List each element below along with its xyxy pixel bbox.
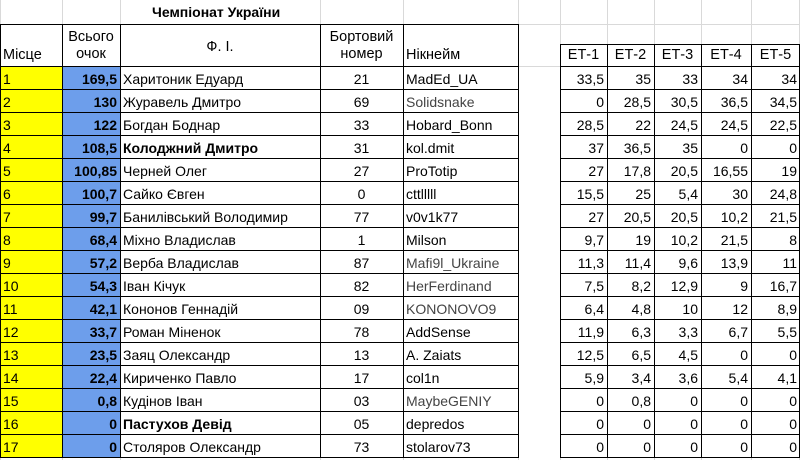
cell-board[interactable]: 33 xyxy=(353,116,370,133)
cell-stage-5[interactable]: 8,9 xyxy=(777,300,797,317)
cell-stage-5[interactable]: 34,5 xyxy=(769,93,797,110)
cell-stage-4[interactable]: 30 xyxy=(732,185,748,202)
cell-stage-5[interactable]: 0 xyxy=(789,438,797,455)
cell-stage-4[interactable]: 0 xyxy=(740,438,748,455)
cell-stage-2[interactable]: 8,2 xyxy=(631,277,651,294)
table-border xyxy=(751,44,752,458)
cell-stage-5[interactable]: 11 xyxy=(782,254,797,271)
cell-stage-4[interactable]: 9 xyxy=(740,277,748,294)
cell-place[interactable]: 8 xyxy=(0,228,62,251)
cell-place[interactable]: 7 xyxy=(0,205,62,228)
cell-total[interactable]: 0 xyxy=(62,435,120,458)
cell-stage-3[interactable]: 33 xyxy=(682,70,698,87)
cell-total[interactable]: 22,4 xyxy=(62,366,120,389)
cell-nick[interactable]: AddSense xyxy=(406,323,471,340)
cell-total[interactable]: 130 xyxy=(62,90,120,113)
cell-stage-3[interactable]: 10,2 xyxy=(670,231,698,248)
cell-stage-5[interactable]: 0 xyxy=(789,392,797,409)
table-border xyxy=(560,44,561,458)
cell-stage-1[interactable]: 7,5 xyxy=(584,277,604,294)
cell-name[interactable]: Журавель Дмитро xyxy=(123,93,242,110)
cell-stage-5[interactable]: 22,5 xyxy=(769,116,797,133)
cell-stage-1[interactable]: 37 xyxy=(588,139,604,156)
cell-board[interactable]: 87 xyxy=(353,254,370,271)
cell-stage-3[interactable]: 10 xyxy=(682,300,698,317)
table-border xyxy=(403,24,404,458)
cell-stage-3[interactable]: 3,3 xyxy=(678,323,698,340)
cell-stage-2[interactable]: 11,4 xyxy=(624,254,651,271)
table-border xyxy=(0,24,403,25)
cell-stage-4[interactable]: 0 xyxy=(740,139,748,156)
cell-name[interactable]: Харитоник Едуард xyxy=(123,70,244,87)
cell-nick[interactable]: depredos xyxy=(406,415,465,432)
cell-name[interactable]: Сайко Євген xyxy=(123,185,205,202)
cell-nick[interactable]: A. Zaiats xyxy=(406,346,462,363)
cell-board[interactable]: 0 xyxy=(357,185,366,202)
cell-place[interactable]: 14 xyxy=(0,366,62,389)
table-border xyxy=(62,24,63,458)
cell-total[interactable]: 33,7 xyxy=(62,320,120,343)
cell-nick[interactable]: Solidsnake xyxy=(406,93,475,110)
table-border xyxy=(403,24,518,25)
cell-total[interactable]: 57,2 xyxy=(62,251,120,274)
cell-name[interactable]: Колоджний Дмитро xyxy=(123,139,259,156)
cell-stage-1[interactable]: 0 xyxy=(596,93,604,110)
cell-stage-1[interactable]: 27 xyxy=(588,162,604,179)
cell-stage-2[interactable]: 19 xyxy=(635,231,651,248)
cell-name[interactable]: Роман Міненок xyxy=(123,323,221,340)
table-border xyxy=(701,44,702,458)
cell-stage-3[interactable]: 35 xyxy=(682,139,698,156)
cell-stage-5[interactable]: 0 xyxy=(789,415,797,432)
cell-nick[interactable]: v0v1k77 xyxy=(406,208,459,225)
cell-stage-4[interactable]: 0 xyxy=(740,392,748,409)
table-border xyxy=(0,66,518,67)
cell-place[interactable]: 4 xyxy=(0,136,62,159)
cell-stage-2[interactable]: 0 xyxy=(643,438,651,455)
cell-place[interactable]: 13 xyxy=(0,343,62,366)
row-border xyxy=(0,457,518,458)
cell-name[interactable]: Верба Владислав xyxy=(123,254,239,271)
cell-name[interactable]: Міхно Владислав xyxy=(123,231,236,248)
cell-stage-1[interactable]: 28,5 xyxy=(576,116,604,133)
cell-place[interactable]: 16 xyxy=(0,412,62,435)
cell-place[interactable]: 6 xyxy=(0,182,62,205)
cell-stage-5[interactable]: 8 xyxy=(789,231,797,248)
cell-stage-1[interactable]: 33,5 xyxy=(576,70,604,87)
cell-board[interactable]: 1 xyxy=(357,231,366,248)
cell-name[interactable]: Кононов Геннадій xyxy=(123,300,239,317)
cell-board[interactable]: 27 xyxy=(353,162,370,179)
cell-stage-5[interactable]: 16,7 xyxy=(769,277,797,294)
cell-stage-2[interactable]: 35 xyxy=(635,70,651,87)
cell-nick[interactable]: HerFerdinand xyxy=(406,277,492,294)
cell-stage-3[interactable]: 30,5 xyxy=(670,93,698,110)
cell-stage-3[interactable]: 20,5 xyxy=(670,208,698,225)
cell-stage-5[interactable]: 0 xyxy=(789,346,797,363)
cell-name[interactable]: Черней Олег xyxy=(123,162,207,179)
cell-nick[interactable]: KONONOVO9 xyxy=(406,300,497,317)
cell-stage-4[interactable]: 0 xyxy=(740,415,748,432)
cell-name[interactable]: Банилівський Володимир xyxy=(123,208,288,225)
cell-stage-2[interactable]: 0,8 xyxy=(631,392,651,409)
table-border xyxy=(654,44,655,458)
cell-stage-4[interactable]: 12 xyxy=(732,300,748,317)
cell-nick[interactable]: MadEd_UA xyxy=(406,70,478,87)
cell-board[interactable]: 21 xyxy=(353,70,370,87)
header-stage-5[interactable]: ЕТ-5 xyxy=(759,46,792,63)
header-stage-3[interactable]: ЕТ-3 xyxy=(661,46,694,63)
cell-stage-1[interactable]: 11,3 xyxy=(577,254,604,271)
cell-name[interactable]: Кудінов Іван xyxy=(123,392,203,409)
table-border xyxy=(320,24,321,458)
cell-stage-1[interactable]: 11,9 xyxy=(577,323,604,340)
cell-board[interactable]: 69 xyxy=(353,93,370,110)
cell-nick[interactable]: col1n xyxy=(406,369,440,386)
cell-nick[interactable]: ProTotip xyxy=(406,162,458,179)
cell-stage-4[interactable]: 36,5 xyxy=(720,93,748,110)
cell-stage-4[interactable]: 13,9 xyxy=(720,254,748,271)
cell-total[interactable]: 54,3 xyxy=(62,274,120,297)
cell-stage-5[interactable]: 21,5 xyxy=(769,208,797,225)
cell-nick[interactable]: Mafi9l_Ukraine xyxy=(406,254,500,271)
cell-name[interactable]: Богдан Боднар xyxy=(123,116,221,133)
cell-total[interactable]: 108,5 xyxy=(62,136,120,159)
cell-stage-4[interactable]: 24,5 xyxy=(720,116,748,133)
cell-total[interactable]: 99,7 xyxy=(62,205,120,228)
cell-stage-2[interactable]: 22 xyxy=(635,116,651,133)
cell-board[interactable]: 31 xyxy=(353,139,370,156)
cell-stage-5[interactable]: 34 xyxy=(781,70,797,87)
cell-stage-3[interactable]: 9,6 xyxy=(678,254,698,271)
cell-stage-4[interactable]: 0 xyxy=(740,346,748,363)
cell-board[interactable]: 09 xyxy=(353,300,370,317)
cell-stage-2[interactable]: 0 xyxy=(643,415,651,432)
cell-total[interactable]: 42,1 xyxy=(62,297,120,320)
cell-stage-4[interactable]: 21,5 xyxy=(720,231,748,248)
cell-board[interactable]: 78 xyxy=(353,323,370,340)
cell-total[interactable]: 0 xyxy=(62,412,120,435)
header-stage-2[interactable]: ЕТ-2 xyxy=(614,46,647,63)
header-total[interactable]: Всього очок xyxy=(68,29,114,62)
table-border xyxy=(120,24,121,458)
table-border xyxy=(0,24,1,458)
table-border xyxy=(560,44,800,45)
cell-stage-1[interactable]: 27 xyxy=(588,208,604,225)
cell-name[interactable]: Кириченко Павло xyxy=(123,369,237,386)
cell-stage-1[interactable]: 9,7 xyxy=(584,231,604,248)
cell-board[interactable]: 77 xyxy=(353,208,370,225)
cell-stage-5[interactable]: 24,8 xyxy=(769,185,797,202)
cell-stage-4[interactable]: 6,7 xyxy=(728,323,748,340)
cell-stage-2[interactable]: 3,4 xyxy=(631,369,651,386)
cell-stage-3[interactable]: 4,5 xyxy=(678,346,698,363)
cell-board[interactable]: 13 xyxy=(353,346,370,363)
cell-board[interactable]: 73 xyxy=(353,438,370,455)
cell-board[interactable]: 05 xyxy=(353,415,370,432)
table-border xyxy=(560,66,800,67)
cell-total[interactable]: 169,5 xyxy=(62,67,120,90)
header-board[interactable]: Бортовий номер xyxy=(329,29,394,62)
cell-total[interactable]: 23,5 xyxy=(62,343,120,366)
cell-place[interactable]: 2 xyxy=(0,90,62,113)
cell-stage-3[interactable]: 24,5 xyxy=(670,116,698,133)
cell-stage-2[interactable]: 36,5 xyxy=(623,139,651,156)
cell-nick[interactable]: cttlllll xyxy=(406,185,437,202)
cell-total[interactable]: 100,7 xyxy=(62,182,120,205)
cell-stage-2[interactable]: 17,8 xyxy=(623,162,651,179)
cell-stage-1[interactable]: 0 xyxy=(596,415,604,432)
cell-stage-3[interactable]: 0 xyxy=(690,415,698,432)
cell-stage-2[interactable]: 28,5 xyxy=(623,93,651,110)
header-name[interactable]: Ф. І. xyxy=(206,38,234,55)
cell-stage-3[interactable]: 0 xyxy=(690,392,698,409)
cell-stage-5[interactable]: 19 xyxy=(781,162,797,179)
cell-name[interactable]: Пастухов Девід xyxy=(123,415,232,432)
cell-stage-1[interactable]: 5,9 xyxy=(584,369,604,386)
cell-stage-3[interactable]: 20,5 xyxy=(670,162,698,179)
cell-place[interactable]: 10 xyxy=(0,274,62,297)
cell-stage-2[interactable]: 25 xyxy=(635,185,651,202)
cell-name[interactable]: Іван Кічук xyxy=(123,277,186,294)
header-stage-4[interactable]: ЕТ-4 xyxy=(710,46,742,63)
cell-stage-4[interactable]: 5,4 xyxy=(728,369,748,386)
row-border xyxy=(560,457,800,458)
cell-place[interactable]: 5 xyxy=(0,159,62,182)
cell-stage-1[interactable]: 6,4 xyxy=(584,300,604,317)
cell-nick[interactable]: kol.dmit xyxy=(406,139,455,156)
cell-total[interactable]: 122 xyxy=(62,113,120,136)
cell-stage-1[interactable]: 12,5 xyxy=(576,346,604,363)
cell-nick[interactable]: stolarov73 xyxy=(406,438,471,455)
cell-stage-5[interactable]: 5,5 xyxy=(777,323,797,340)
cell-total[interactable]: 100,85 xyxy=(62,159,120,182)
cell-stage-1[interactable]: 15,5 xyxy=(576,185,604,202)
cell-stage-1[interactable]: 0 xyxy=(596,392,604,409)
cell-place[interactable]: 3 xyxy=(0,113,62,136)
header-place[interactable]: Місце xyxy=(3,46,42,63)
header-nick[interactable]: Нікнейм xyxy=(406,46,461,63)
cell-place[interactable]: 12 xyxy=(0,320,62,343)
cell-stage-3[interactable]: 12,9 xyxy=(670,277,698,294)
cell-place[interactable]: 1 xyxy=(0,67,62,90)
cell-stage-2[interactable]: 6,3 xyxy=(631,323,651,340)
cell-board[interactable]: 82 xyxy=(353,277,370,294)
cell-name[interactable]: Заяц Олександр xyxy=(123,346,231,363)
cell-nick[interactable]: Milson xyxy=(406,231,447,248)
cell-stage-3[interactable]: 5,4 xyxy=(678,185,698,202)
cell-total[interactable]: 0,8 xyxy=(62,389,120,412)
cell-nick[interactable]: MaybeGENIY xyxy=(406,392,492,409)
cell-stage-4[interactable]: 16,55 xyxy=(712,162,748,179)
cell-stage-3[interactable]: 3,6 xyxy=(678,369,698,386)
cell-stage-4[interactable]: 10,2 xyxy=(720,208,748,225)
cell-place[interactable]: 11 xyxy=(0,297,62,320)
header-stage-1[interactable]: ЕТ-1 xyxy=(567,46,600,63)
table-border xyxy=(518,24,519,458)
cell-stage-2[interactable]: 20,5 xyxy=(623,208,651,225)
cell-place[interactable]: 17 xyxy=(0,435,62,458)
cell-stage-1[interactable]: 0 xyxy=(596,438,604,455)
cell-stage-5[interactable]: 4,1 xyxy=(777,369,797,386)
cell-stage-3[interactable]: 0 xyxy=(690,438,698,455)
cell-total[interactable]: 68,4 xyxy=(62,228,120,251)
cell-board[interactable]: 03 xyxy=(353,392,370,409)
cell-stage-5[interactable]: 0 xyxy=(789,139,797,156)
cell-stage-2[interactable]: 6,5 xyxy=(631,346,651,363)
cell-nick[interactable]: Hobard_Bonn xyxy=(406,116,493,133)
cell-place[interactable]: 15 xyxy=(0,389,62,412)
cell-name[interactable]: Столяров Олександр xyxy=(123,438,261,455)
cell-stage-2[interactable]: 4,8 xyxy=(631,300,651,317)
cell-board[interactable]: 17 xyxy=(353,369,370,386)
sheet-title[interactable]: Чемпіонат України xyxy=(152,4,281,20)
cell-stage-4[interactable]: 34 xyxy=(732,70,748,87)
table-border xyxy=(607,44,608,458)
cell-place[interactable]: 9 xyxy=(0,251,62,274)
